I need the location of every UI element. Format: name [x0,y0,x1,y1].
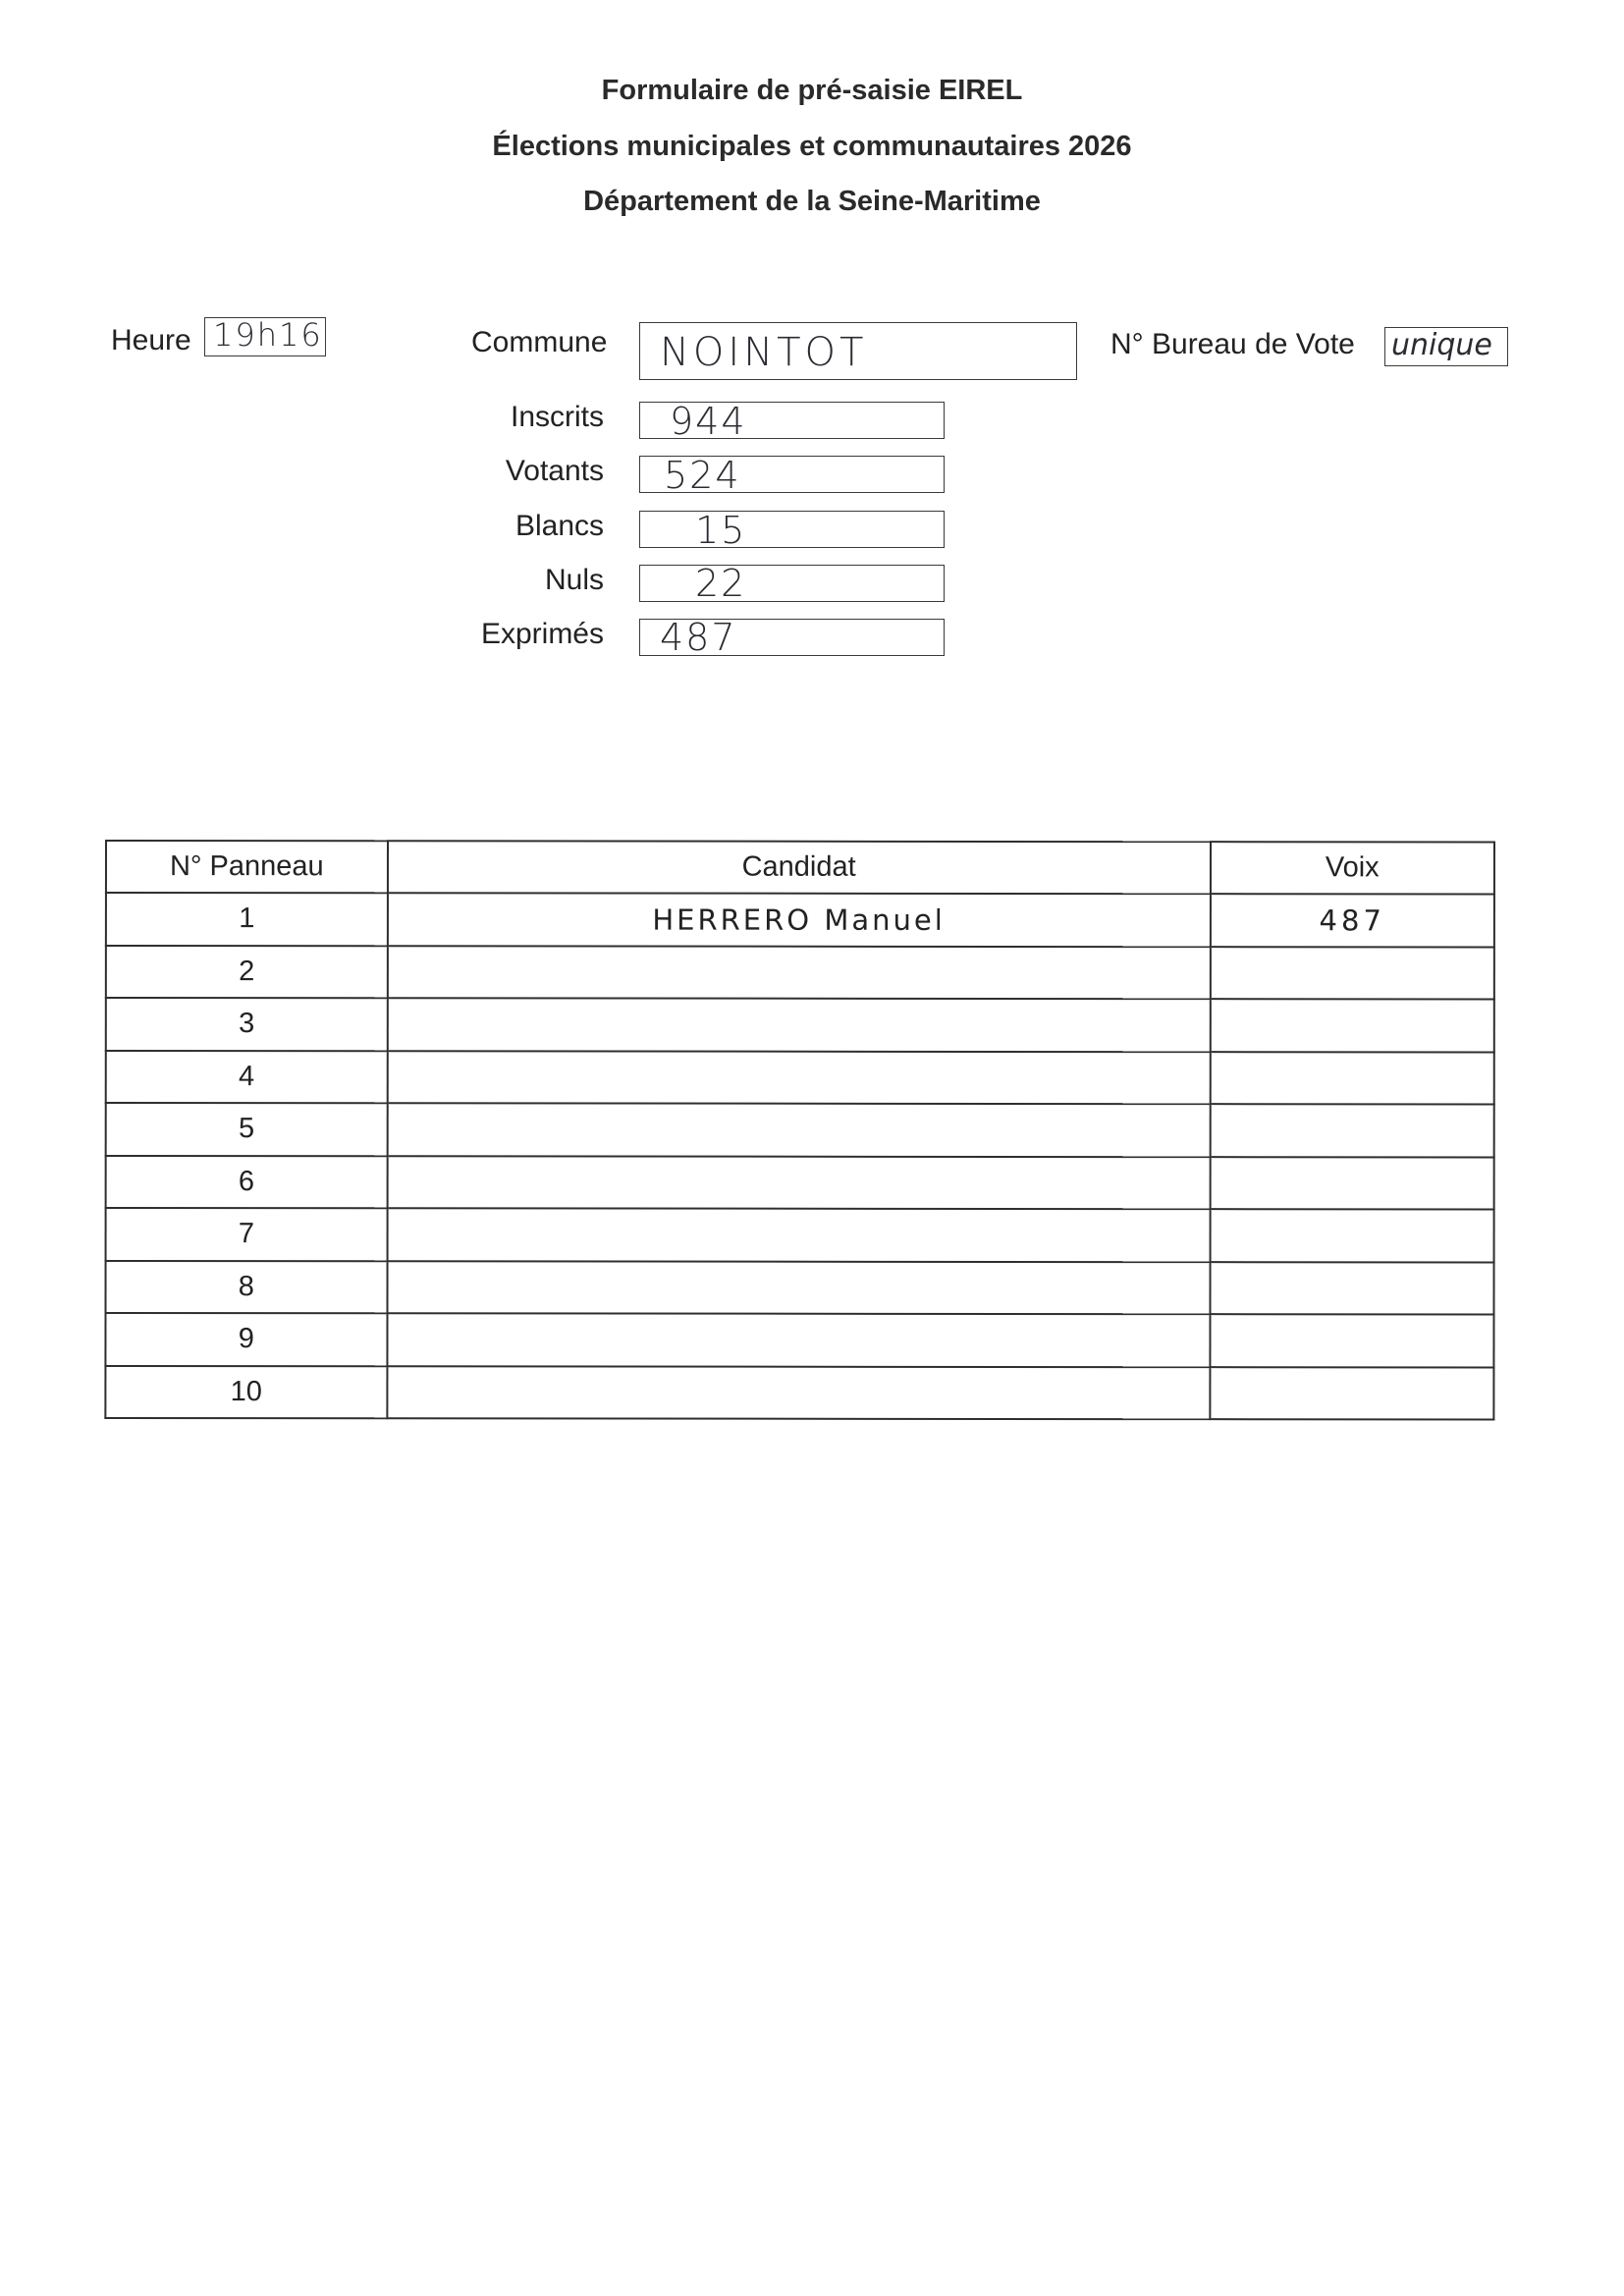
table-row [105,1261,1493,1315]
voix-cell[interactable] [1210,999,1493,1052]
candidat-cell[interactable]: HERRERO Manuel [388,893,1211,946]
panneau-number: 10 [105,1366,387,1419]
panneau-number: 9 [105,1313,387,1366]
header-panneau: N° Panneau [106,841,388,893]
panneau-number: 8 [105,1261,387,1314]
bureau-field[interactable] [1384,327,1508,366]
table-row [106,1208,1494,1262]
voix-cell[interactable]: 487 [1211,894,1494,947]
blancs-label: Blancs [514,510,604,542]
votants-label: Votants [505,455,604,487]
voix-cell[interactable] [1210,1209,1493,1262]
table-row [106,1051,1494,1105]
results-table [104,840,1495,1420]
inscrits-label: Inscrits [510,401,604,433]
header-candidat: Candidat [388,841,1211,894]
voix-cell[interactable] [1210,1367,1493,1420]
voix-cell[interactable] [1210,947,1493,1000]
voix-cell[interactable] [1210,1104,1493,1157]
voix-cell[interactable] [1210,1157,1493,1210]
panneau-number: 2 [106,946,388,999]
candidat-cell[interactable] [387,998,1210,1051]
blancs-field[interactable] [639,509,945,552]
table-row [106,946,1494,1000]
candidat-cell[interactable] [387,1103,1210,1156]
table-row [106,998,1494,1052]
commune-field[interactable] [639,322,1077,380]
table-row [105,1313,1493,1367]
voix-cell[interactable] [1210,1262,1493,1315]
commune-label: Commune [471,326,608,358]
table-header-row [106,841,1494,894]
panneau-number: 6 [106,1156,388,1209]
inscrits-value: 944 [670,400,747,443]
panneau-number: 7 [106,1208,388,1261]
nuls-label: Nuls [544,564,604,596]
nuls-field[interactable] [639,562,945,605]
candidat-cell[interactable] [387,1261,1210,1314]
exprimes-value: 487 [660,616,737,659]
table-row [106,1156,1494,1210]
panneau-number: 4 [106,1051,388,1104]
candidat-cell[interactable] [387,1051,1210,1104]
header-voix: Voix [1211,842,1494,894]
inscrits-field[interactable] [639,400,945,443]
panneau-number: 5 [106,1103,388,1156]
table-row [106,1103,1494,1157]
candidat-cell[interactable] [387,1366,1210,1419]
voix-cell[interactable] [1210,1314,1493,1367]
election-title: Élections municipales et communautaires 2026 [492,131,1132,162]
exprimes-label: Exprimés [480,618,604,650]
heure-label: Heure [111,324,191,356]
candidat-cell[interactable] [388,946,1211,999]
blancs-value: 15 [695,509,747,552]
bureau-label: N° Bureau de Vote [1110,328,1355,360]
form-title: Formulaire de pré-saisie EIREL [601,75,1023,106]
votants-value: 524 [664,454,741,497]
heure-field[interactable] [204,317,326,356]
nuls-value: 22 [695,562,747,605]
table-row [105,1366,1493,1420]
bureau-value: unique [1391,328,1492,362]
panneau-number: 3 [106,998,388,1051]
exprimes-field[interactable] [639,616,945,659]
table-row [106,893,1494,947]
commune-value: NOINTOT [660,330,868,375]
voix-cell[interactable] [1210,1052,1493,1105]
votants-field[interactable] [639,454,945,497]
heure-value: 19h16 [213,316,323,354]
candidat-cell[interactable] [387,1208,1210,1261]
candidat-cell[interactable] [387,1313,1210,1366]
department-title: Département de la Seine-Maritime [583,186,1041,217]
panneau-number: 1 [106,893,388,946]
candidat-cell[interactable] [387,1156,1210,1209]
